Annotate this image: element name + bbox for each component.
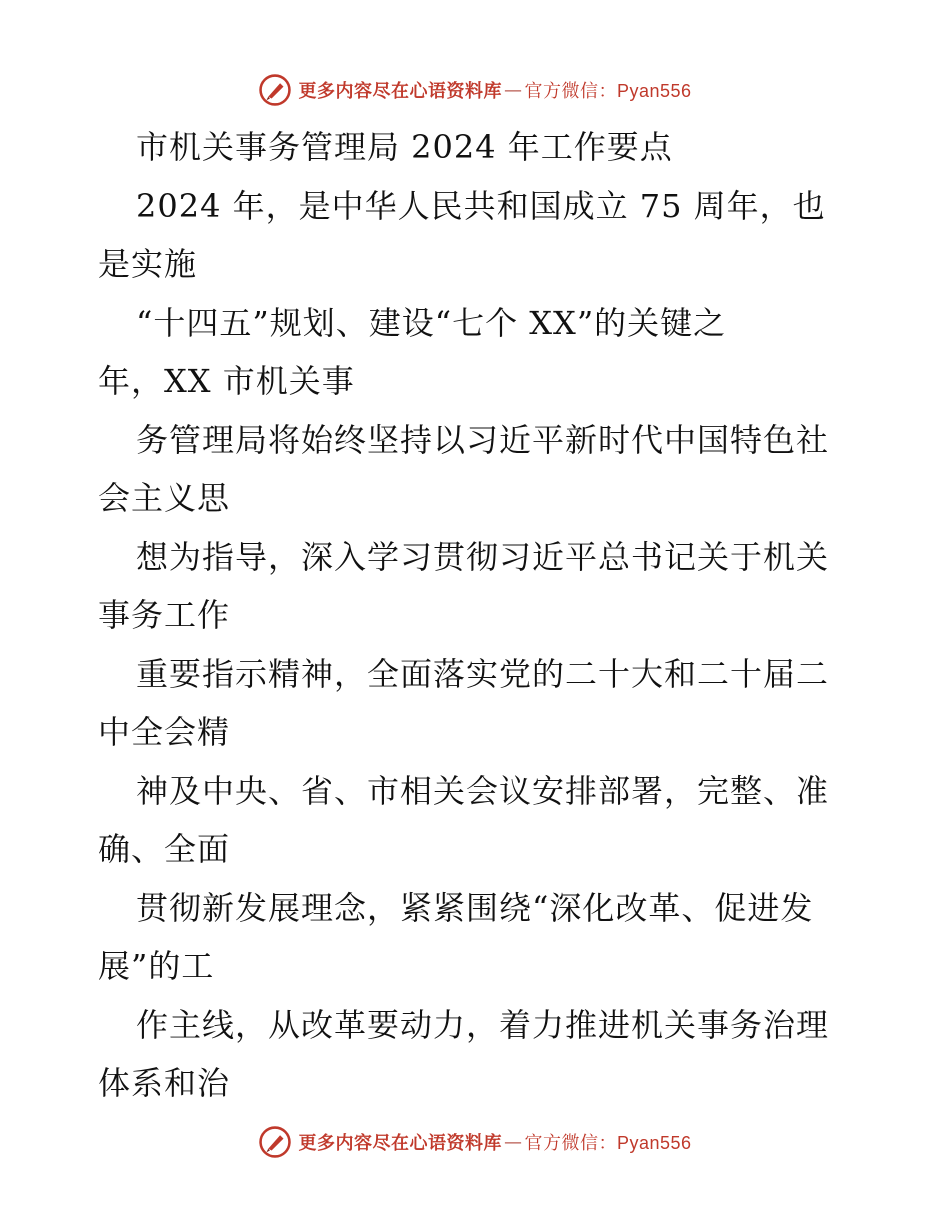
watermark-text: 更多内容尽在心语资料库 <box>298 1133 502 1154</box>
footer-watermark <box>0 1122 950 1162</box>
text-line: 展”的工 <box>98 947 215 985</box>
text-line: 想为指导，深入学习贯彻习近平总书记关于机关 <box>136 537 830 576</box>
text-line: 确、全面 <box>98 830 231 868</box>
watermark-contact: 官方微信：Pyan556 <box>524 1133 692 1153</box>
text-line: 作主线，从改革要动力，着力推进机关事务治理 <box>136 1005 830 1044</box>
text-line: 中全会精 <box>98 713 231 751</box>
watermark-text: 更多内容尽在心语资料库 <box>298 81 502 102</box>
text-line: 神及中央、省、市相关会议安排部署，完整、准 <box>136 771 830 810</box>
text-line: 贯彻新发展理念，紧紧围绕“深化改革、促进发 <box>136 888 814 927</box>
document-body <box>98 118 858 1113</box>
pen-logo-icon <box>258 1125 292 1159</box>
document-title: 市机关事务管理局 2024 年工作要点 <box>136 128 673 166</box>
text-line: 会主义思 <box>98 479 231 517</box>
text-line: 是实施 <box>98 245 198 283</box>
text-line: 2024 年，是中华人民共和国成立 75 周年，也 <box>136 186 826 225</box>
watermark-contact: 官方微信：Pyan556 <box>524 81 692 101</box>
text-line: 重要指示精神，全面落实党的二十大和二十届二 <box>136 654 830 693</box>
watermark-dash: — <box>503 1131 523 1153</box>
text-line: 务管理局将始终坚持以习近平新时代中国特色社 <box>136 420 830 459</box>
text-line: 年，XX 市机关事 <box>98 362 355 400</box>
header-watermark <box>0 70 950 110</box>
text-line: “十四五”规划、建设“七个 XX”的关键之 <box>136 303 727 342</box>
text-line: 体系和治 <box>98 1064 231 1102</box>
text-line: 事务工作 <box>98 596 231 634</box>
watermark-dash: — <box>503 79 523 101</box>
pen-logo-icon <box>258 73 292 107</box>
